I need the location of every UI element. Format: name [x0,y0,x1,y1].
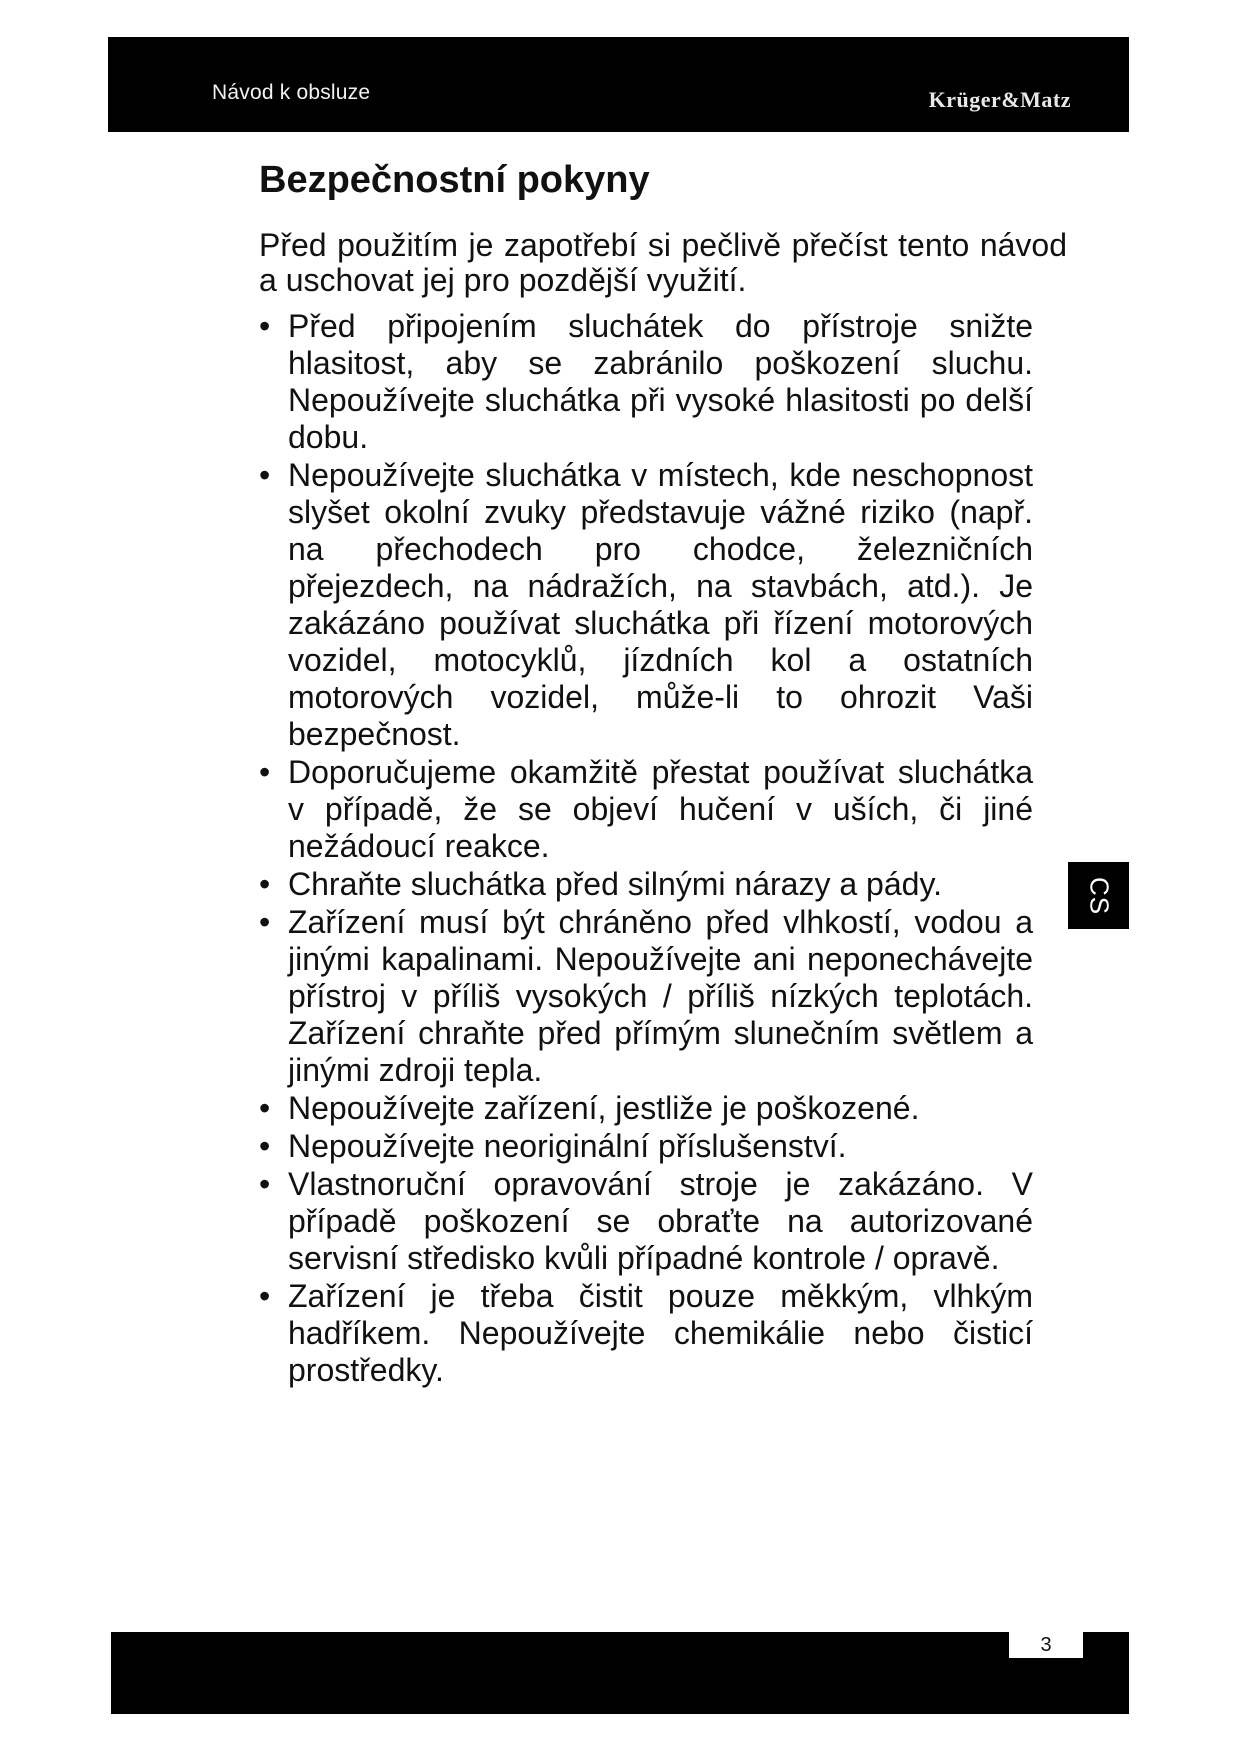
page-footer [111,1632,1129,1714]
bullet-icon: • [259,866,271,902]
language-label: CS [1084,876,1114,915]
list-item [259,457,1033,753]
bullet-icon: • [259,308,271,344]
list-item-text: Zařízení musí být chráněno před vlhkostí, vodou a jinými kapalinami. Nepoužívejte ani neponechávejte přístroj v příliš vysokých / příliš nízkých teplotách. Zařízení chraňte před přímým slunečním světlem a jinými zdroji tepla. [288,904,1033,1088]
intro-paragraph: Před použitím je zapotřebí si pečlivě přečíst tento návod a uschovat jej pro pozdější využití. [259,227,1067,298]
language-tab [1068,862,1129,929]
bullet-icon: • [259,1128,271,1164]
page-content [259,154,1069,1390]
list-item [259,308,1033,456]
bullet-icon: • [259,1278,271,1314]
page-number-box [1009,1632,1083,1658]
list-item [259,904,1033,1089]
section-title: Bezpečnostní pokyny [259,159,650,201]
list-item-text: Chraňte sluchátka před silnými nárazy a pády. [288,866,942,902]
list-item [259,1278,1033,1389]
list-item-text: Nepoužívejte zařízení, jestliže je poškozené. [288,1090,920,1126]
list-item-text: Zařízení je třeba čistit pouze měkkým, vlhkým hadříkem. Nepoužívejte chemikálie nebo čisticí prostředky. [288,1278,1033,1388]
bullet-icon: • [259,1166,271,1202]
list-item [259,1090,1033,1127]
bullet-icon: • [259,457,271,493]
list-item-text: Před připojením sluchátek do přístroje snižte hlasitost, aby se zabránilo poškození sluchu. Nepoužívejte sluchátka při vysoké hlasitosti po delší dobu. [288,308,1033,455]
list-item-text: Nepoužívejte sluchátka v místech, kde neschopnost slyšet okolní zvuky představuje vážné riziko (např. na přechodech pro chodce, železničních přejezdech, na nádražích, na stavbách, atd.). Je zakázáno používat sluchátka při řízení motorových vozidel, motocyklů, jízdních kol a ostatních motorových vozidel, může-li to ohrozit Vaši bezpečnost. [288,457,1033,752]
list-item [259,1128,1033,1165]
bullet-icon: • [259,904,271,940]
bullet-icon: • [259,1090,271,1126]
page-number: 3 [1040,1634,1052,1656]
list-item-text: Vlastnoruční opravování stroje je zakázáno. V případě poškození se obraťte na autorizované servisní středisko kvůli případné kontrole / opravě. [288,1166,1033,1276]
list-item [259,1166,1033,1277]
safety-list [259,308,1069,1389]
page-header [108,37,1129,132]
manual-title: Návod k obsluze [212,81,371,104]
list-item [259,754,1033,865]
list-item-text: Doporučujeme okamžitě přestat používat sluchátka v případě, že se objeví hučení v uších, či jiné nežádoucí reakce. [288,754,1033,864]
bullet-icon: • [259,754,271,790]
list-item [259,866,1033,903]
brand-logo: Krüger&Matz [928,87,1071,112]
list-item-text: Nepoužívejte neoriginální příslušenství. [288,1128,847,1164]
